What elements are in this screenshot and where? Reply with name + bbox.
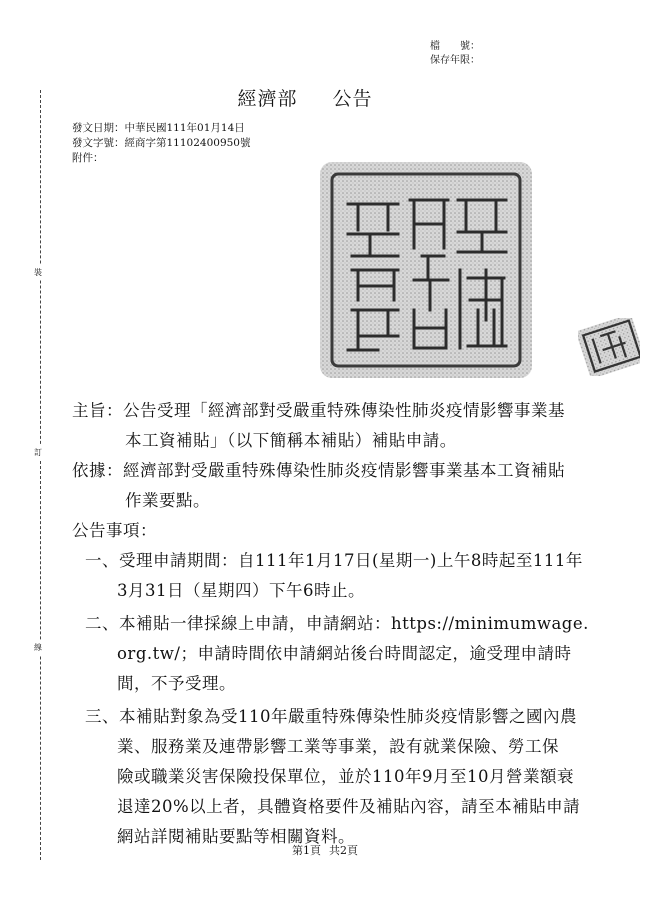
notice-item-2-num: 二、 — [85, 614, 119, 633]
basis-text-1: 經濟部對受嚴重特殊傳染性肺炎疫情影響事業基本工資補貼 — [123, 461, 565, 480]
page-number — [0, 842, 650, 858]
binding-mark-zhuang: 裝 — [34, 265, 42, 280]
meta-ref-row — [72, 136, 251, 151]
notice-item-3-text-4: 退達20%以上者，具體資格要件及補貼內容，請至本補貼申請 — [117, 797, 581, 816]
notice-item-1-line-1 — [85, 546, 583, 576]
document-meta — [72, 121, 251, 166]
notice-item-3-num: 三、 — [85, 707, 119, 726]
notice-item-3-line-1 — [85, 702, 577, 732]
title-org: 經濟部 — [237, 88, 298, 110]
basis-text-2: 作業要點。 — [125, 491, 210, 510]
page-current: 第1頁 — [292, 844, 321, 857]
title-doc-type: 公告 — [332, 88, 373, 110]
binding-mark-ding: 訂 — [34, 445, 42, 460]
notice-item-2-text-1: 本補貼一律採線上申請，申請網站：https://minimumwage. — [119, 614, 589, 633]
notice-item-2-text-2: org.tw/；申請時間依申請網站後台時間認定，逾受理申請時 — [117, 644, 572, 663]
notice-item-3-text-3: 險或職業災害保險投保單位，並於110年9月至10月營業額衰 — [117, 767, 574, 786]
page-title — [0, 84, 610, 111]
notice-item-1-text-2: 3月31日（星期四）下午6時止。 — [117, 581, 365, 600]
meta-date-label: 發文日期： — [72, 122, 125, 134]
meta-ref-value: 經商字第11102400950號 — [124, 137, 251, 149]
notice-label: 公告事項： — [72, 521, 157, 540]
binding-mark-xian: 線 — [34, 640, 42, 655]
subject-text-1: 公告受理「經濟部對受嚴重特殊傳染性肺炎疫情影響事業基 — [123, 401, 565, 420]
basis-label: 依據： — [72, 461, 123, 480]
notice-item-1-num: 一、 — [85, 551, 119, 570]
meta-attach-row — [72, 151, 251, 166]
notice-item-3-text-5: 網站詳閱補貼要點等相關資料。 — [117, 827, 355, 846]
notice-item-1-text-1: 受理申請期間：自111年1月17日(星期一)上午8時起至111年 — [119, 551, 583, 570]
basis-line-1 — [72, 456, 565, 486]
official-seal — [318, 160, 534, 380]
notice-item-3-text-2: 業、服務業及連帶影響工業等事業，設有就業保險、勞工保 — [117, 737, 559, 756]
notice-item-3-text-1: 本補貼對象為受110年嚴重特殊傳染性肺炎疫情影響之國內農 — [119, 707, 577, 726]
meta-date-row — [72, 121, 251, 136]
subject-text-2: 本工資補貼」（以下簡稱本補貼）補貼申請。 — [125, 431, 457, 450]
archive-info — [430, 40, 480, 68]
meta-attach-label: 附件： — [72, 152, 104, 164]
page-total: 共2頁 — [329, 844, 358, 857]
notice-item-2-line-1 — [85, 609, 589, 639]
meta-date-value: 中華民國111年01月14日 — [124, 122, 245, 134]
subject-line-1 — [72, 396, 565, 426]
file-number-label: 檔 號： — [430, 41, 480, 52]
meta-ref-label: 發文字號： — [72, 137, 125, 149]
partial-seal — [578, 318, 640, 376]
retention-label: 保存年限： — [430, 55, 480, 66]
binding-line — [40, 90, 41, 860]
subject-label: 主旨： — [72, 401, 123, 420]
notice-item-2-text-3: 間，不予受理。 — [117, 674, 236, 693]
